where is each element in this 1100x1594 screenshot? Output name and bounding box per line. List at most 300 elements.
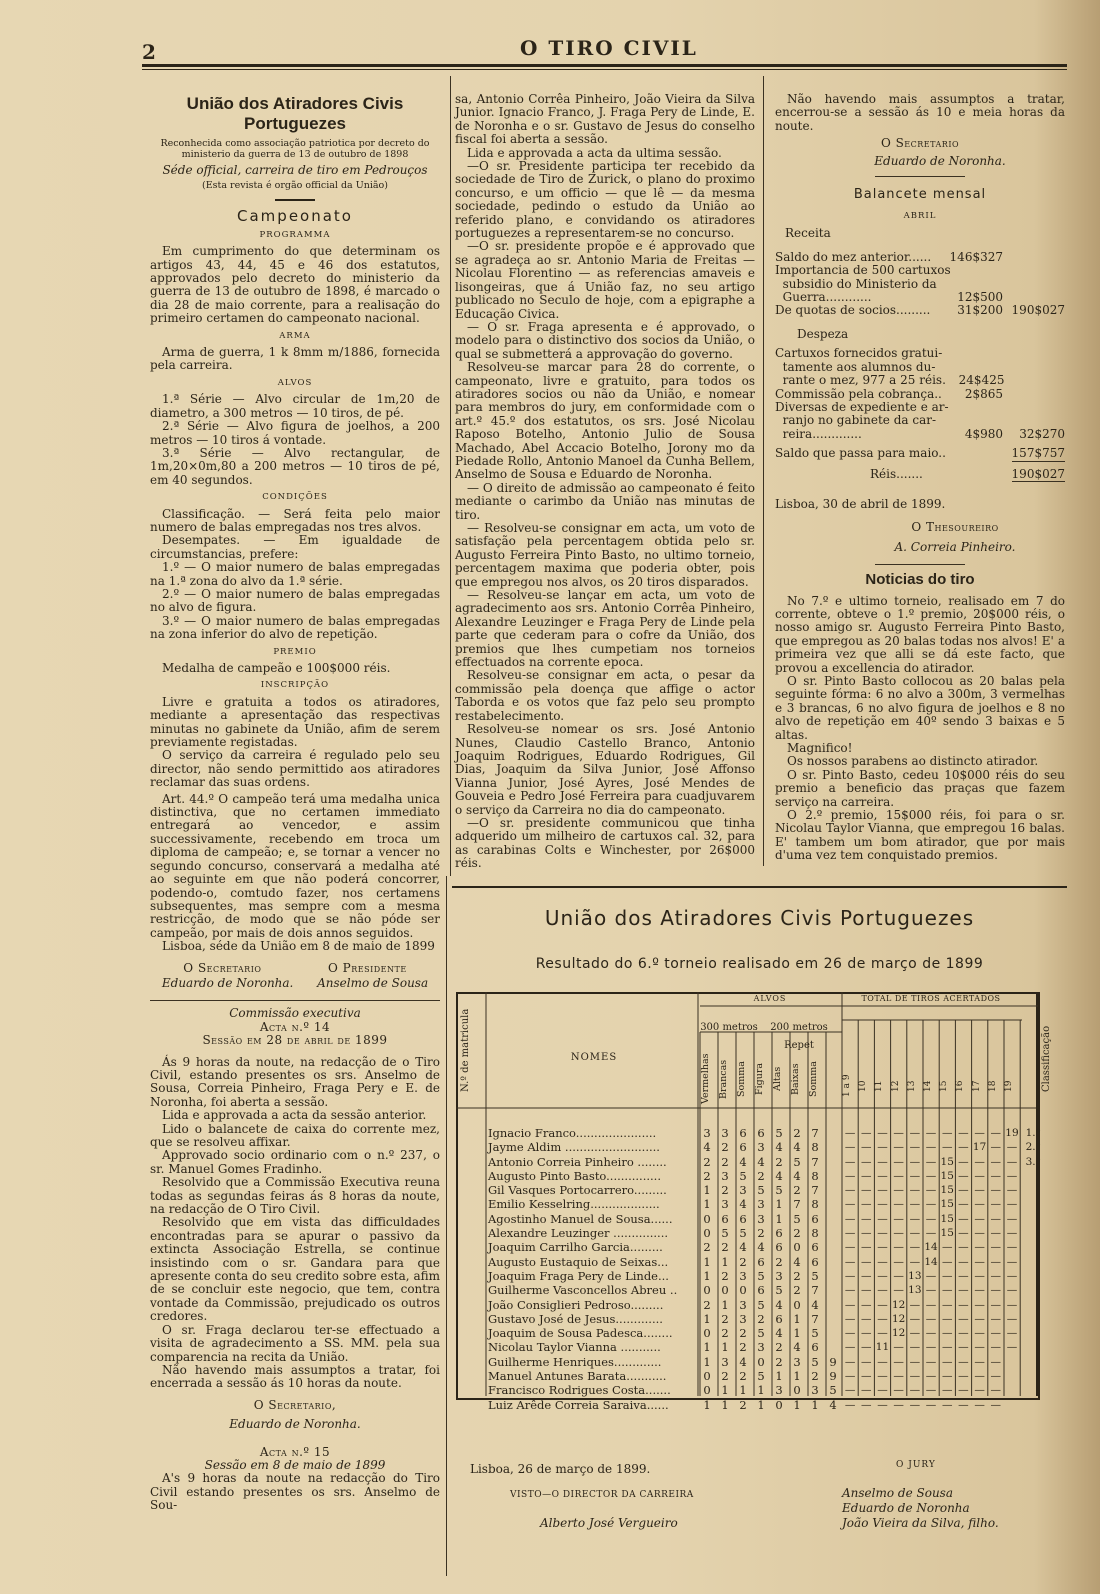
expenses-table bbox=[775, 347, 1065, 441]
score-cell: 5 bbox=[757, 1268, 765, 1283]
secretary-name: Eduardo de Noronha. bbox=[229, 1417, 361, 1432]
balance-title: Balancete mensal bbox=[853, 187, 987, 203]
shooter-name: Nicolau Taylor Vianna ........... bbox=[488, 1340, 661, 1355]
balance-line-label: tamente aos alumnos du- bbox=[775, 359, 936, 374]
shooter-name: Gil Vasques Portocarrero......... bbox=[488, 1183, 667, 1198]
total-shots-header: TOTAL DE TIROS ACERTADOS bbox=[861, 994, 1001, 1003]
total-cell: — bbox=[974, 1327, 985, 1340]
director-name: Alberto José Vergueiro bbox=[540, 1516, 678, 1530]
classification-cell bbox=[1020, 1255, 1046, 1269]
classification-cell: 2.º bbox=[1025, 1141, 1041, 1154]
balance-line bbox=[775, 291, 1065, 304]
balance-line bbox=[775, 414, 1065, 427]
paragraph: Art. 44.º O campeão terá uma medalha unica distinctiva, que no certamen immediato entregará ao vencedor, e assim successivamente, recebendo em troca um diploma de campeão; e, se tornar a vencer no segundo concurso, conservará a medalha até ao seguinte em que não poderá concorrer, podendo-o, comtudo fazer, nos certamens subsequentes, mas sempre com a mesma restricção, de modo que se não póde ser campeão, por mais de dois annos seguidos. bbox=[150, 791, 440, 940]
score-cell: 6 bbox=[739, 1126, 747, 1140]
total-cell: — bbox=[990, 1298, 1002, 1311]
empty-cell bbox=[824, 1240, 842, 1254]
score-cell: 5 bbox=[775, 1183, 783, 1198]
total-cell: — bbox=[1006, 1169, 1018, 1182]
total-cell: — bbox=[974, 1155, 985, 1168]
total-cell: — bbox=[877, 1212, 888, 1225]
balance-line-total: 190$027 bbox=[1011, 303, 1065, 318]
score-cell: 2 bbox=[739, 1326, 747, 1341]
score-cell: 0 bbox=[793, 1383, 801, 1398]
total-cell: 12 bbox=[891, 1298, 906, 1311]
total-cell: 15 bbox=[940, 1227, 954, 1240]
score-cell: 4 bbox=[757, 1154, 765, 1169]
total-cell: — bbox=[925, 1398, 937, 1411]
score-cell: 1 bbox=[703, 1397, 711, 1412]
total-cell: — bbox=[877, 1298, 888, 1311]
total-cell: — bbox=[958, 1341, 969, 1354]
balance-value: 157$757 bbox=[1011, 446, 1065, 461]
score-cell: 0 bbox=[703, 1383, 711, 1398]
empty-cell bbox=[824, 1340, 842, 1354]
total-cell: — bbox=[974, 1127, 985, 1139]
score-cell: 1 bbox=[721, 1297, 729, 1312]
paragraph: O sr. Pinto Basto, cedeu 10$000 réis do seu premio a beneficio das praças que fazem serviço na carreira. bbox=[775, 767, 1065, 809]
score-cell: 2 bbox=[793, 1126, 801, 1140]
receipts-heading: Receita bbox=[785, 226, 831, 241]
score-cell: 2 bbox=[811, 1369, 819, 1384]
empty-cell bbox=[1004, 1383, 1020, 1397]
column-header: Vermelhas bbox=[700, 1053, 711, 1105]
empty-cell bbox=[824, 1226, 842, 1240]
score-cell: 0 bbox=[775, 1397, 783, 1412]
total-cell: — bbox=[974, 1312, 985, 1325]
column-header: Figura bbox=[754, 1062, 765, 1096]
balance-line-label: De quotas de socios......... bbox=[775, 303, 931, 318]
paragraph: Os nossos parabens ao distincto atirador. bbox=[787, 754, 1039, 769]
total-cell: — bbox=[958, 1298, 969, 1311]
table-row bbox=[486, 1283, 1046, 1297]
total-cell: — bbox=[1006, 1198, 1018, 1211]
total-cell: — bbox=[974, 1355, 985, 1368]
signatures bbox=[150, 962, 440, 975]
total-cell: — bbox=[861, 1284, 872, 1297]
total-cell: — bbox=[925, 1169, 937, 1182]
score-cell: 3 bbox=[811, 1383, 819, 1398]
shooter-name: Guilherme Henriques............. bbox=[488, 1354, 662, 1369]
balance-line-amount bbox=[943, 361, 1003, 374]
divider bbox=[275, 199, 315, 201]
score-cell: 4 bbox=[739, 1354, 747, 1369]
total-cell: — bbox=[974, 1284, 985, 1297]
total-cell: — bbox=[1006, 1212, 1018, 1225]
balance-month: ABRIL bbox=[903, 211, 937, 222]
total-cell: — bbox=[877, 1370, 888, 1383]
total-cell: — bbox=[877, 1384, 888, 1397]
shooter-name: Augusto Eustaquio de Seixas... bbox=[488, 1254, 669, 1269]
jury-names bbox=[842, 1486, 999, 1531]
classification-cell: 3.º bbox=[1025, 1155, 1041, 1168]
recognition-note: Reconhecida como associação patriotica por decreto do ministerio da guerra de 13 de outubro de 1898 bbox=[160, 138, 430, 160]
total-cell: — bbox=[990, 1127, 1002, 1139]
total-cell: — bbox=[990, 1284, 1002, 1297]
total-column-header: 12 bbox=[890, 1080, 901, 1092]
total-cell: — bbox=[861, 1327, 872, 1340]
total-cell: — bbox=[861, 1127, 872, 1139]
total-cell: — bbox=[925, 1155, 937, 1168]
paragraph: 2.º — O maior numero de balas empregadas no alvo de figura. bbox=[150, 586, 440, 615]
total-cell: — bbox=[909, 1341, 921, 1354]
secretary-name: Eduardo de Noronha. bbox=[874, 153, 1006, 168]
balance-line-amount: 31$200 bbox=[957, 303, 1003, 318]
score-cell: 7 bbox=[811, 1311, 819, 1326]
paragraph: O serviço da carreira é regulado pelo seu director, não sendo permittido aos atiradores reclamar das suas ordens. bbox=[150, 748, 440, 790]
total-column-header: 10 bbox=[858, 1080, 869, 1092]
total-cell: — bbox=[844, 1370, 856, 1383]
classification-cell bbox=[1020, 1312, 1046, 1326]
total-cell: — bbox=[844, 1341, 856, 1354]
score-cell: 2 bbox=[703, 1240, 711, 1255]
classification-cell bbox=[1020, 1298, 1046, 1312]
score-cell: 8 bbox=[811, 1168, 819, 1183]
balance-line-total bbox=[1003, 291, 1065, 304]
classification-cell: 1.º bbox=[1025, 1127, 1041, 1139]
paragraph: Desempates. — Em igualdade de circumstancias, prefere: bbox=[150, 533, 440, 561]
total-cell: — bbox=[877, 1398, 888, 1411]
total-cell: — bbox=[925, 1341, 937, 1354]
classification-cell bbox=[1020, 1212, 1046, 1226]
total-cell: — bbox=[925, 1227, 937, 1240]
total-cell: — bbox=[974, 1198, 985, 1211]
page-number: 2 bbox=[142, 40, 156, 64]
score-cell: 5 bbox=[829, 1383, 837, 1398]
total-cell: 15 bbox=[940, 1169, 954, 1182]
total-cell: — bbox=[958, 1327, 969, 1340]
total-cell: — bbox=[844, 1384, 856, 1397]
treasurer-label: O Thesoureiro bbox=[911, 520, 999, 535]
results-date: Lisboa, 26 de março de 1899. bbox=[470, 1462, 651, 1476]
score-cell: 6 bbox=[775, 1311, 783, 1326]
column-divider bbox=[446, 876, 447, 1576]
total-cell: — bbox=[861, 1298, 872, 1311]
total-cell: — bbox=[925, 1198, 937, 1211]
score-cell: 5 bbox=[757, 1369, 765, 1384]
total-cell: — bbox=[893, 1341, 904, 1354]
empty-cell bbox=[824, 1183, 842, 1197]
total-cell: — bbox=[958, 1198, 969, 1211]
balance-line-amount bbox=[949, 401, 1006, 414]
total-cell: — bbox=[1006, 1284, 1018, 1297]
paragraph: Resolveu-se marcar para 28 do corrente, o campeonato, livre e gratuito, para todos os atiradores socios ou não da União, e nomear para membros do jury, em conformidade com o art.º 45.º dos estatutos, os srs. José Nicolau Raposo Botelho, Antonio Julio de Sousa Machado, Abel Accacio Botelho, Jorony mo da Piedade Rollo, Antonio Manoel da Cunha Bellem, Anselmo de Sousa e Eduardo de Noronha. bbox=[455, 360, 755, 482]
score-cell: 6 bbox=[811, 1254, 819, 1269]
balance-line bbox=[775, 361, 1065, 374]
total-cell: — bbox=[877, 1327, 888, 1340]
paragraph: Magnifico! bbox=[787, 741, 853, 756]
total-cell: — bbox=[893, 1241, 904, 1254]
total-cell: — bbox=[877, 1312, 888, 1325]
total-cell: — bbox=[1006, 1141, 1018, 1154]
total-cell: 15 bbox=[940, 1198, 954, 1211]
score-cell: 2 bbox=[721, 1268, 729, 1283]
total-cell: — bbox=[893, 1269, 904, 1282]
paragraph: Arma de guerra, 1 k 8mm m/1886, fornecida pela carreira. bbox=[150, 345, 440, 373]
total-cell: — bbox=[941, 1398, 953, 1411]
balance-line-total bbox=[1004, 374, 1065, 387]
empty-cell bbox=[824, 1140, 842, 1154]
score-cell: 5 bbox=[811, 1326, 819, 1341]
total-cell: 13 bbox=[908, 1269, 922, 1282]
classification-header: Classificação bbox=[1041, 1025, 1052, 1092]
total-column-header: 18 bbox=[987, 1080, 998, 1092]
balance-line-label: Saldo do mez anterior...... bbox=[775, 249, 932, 264]
paragraph: Não havendo mais assumptos a tratar, foi encerrada a sessão ás 10 horas da noute. bbox=[150, 1362, 440, 1391]
total-cell: — bbox=[861, 1355, 872, 1368]
score-cell: 3 bbox=[721, 1126, 729, 1140]
paragraph: — Resolveu-se lançar em acta, um voto de agradecimento aos srs. Antonio Corrêa Pinheiro, Alexandre Leuzinger e Fraga Pery de Linde pela parte que cederam para o cofre da União, dos premios que lhes cumpetiam nos torneios effectuados na corrente epoca. bbox=[455, 588, 755, 670]
paragraph: Não havendo mais assumptos a tratar, encerrou-se a sessão ás 10 e meia horas da noute. bbox=[775, 92, 1065, 133]
paragraph: —O sr. Presidente participa ter recebido da sociedade de Tiro de Zurick, o plano do proximo concurso, e um officio — que lê — da mesma sociedade, pedindo o estudo da União ao referido plano, e convidando os atiradores portuguezes a representarem-se no concurso. bbox=[455, 159, 755, 241]
score-cell: 5 bbox=[739, 1168, 747, 1183]
balance-line-total bbox=[1007, 264, 1065, 277]
score-cell: 0 bbox=[703, 1283, 711, 1298]
total-cell: — bbox=[925, 1370, 937, 1383]
total-cell: — bbox=[861, 1341, 872, 1354]
score-cell: 7 bbox=[811, 1126, 819, 1140]
total-cell: — bbox=[958, 1269, 969, 1282]
total-cell: — bbox=[990, 1370, 1002, 1383]
president-label: O Presidente bbox=[328, 960, 407, 975]
score-cell: 2 bbox=[793, 1226, 801, 1241]
score-cell: 6 bbox=[775, 1226, 783, 1241]
table-row bbox=[486, 1355, 1046, 1369]
classification-cell bbox=[1020, 1369, 1046, 1383]
classification-cell bbox=[1020, 1197, 1046, 1211]
total-cell: — bbox=[861, 1269, 872, 1282]
score-cell: 4 bbox=[703, 1140, 711, 1155]
total-cell: — bbox=[909, 1312, 921, 1325]
session-heading: Sessão em 28 de abril de 1899 bbox=[202, 1033, 388, 1048]
column-divider bbox=[763, 76, 764, 866]
total-cell: — bbox=[958, 1169, 969, 1182]
total-cell: — bbox=[990, 1269, 1002, 1282]
total-cell: — bbox=[861, 1255, 872, 1268]
total-cell: — bbox=[893, 1184, 904, 1197]
balance-line bbox=[775, 278, 1065, 291]
total-cell: 15 bbox=[940, 1212, 954, 1225]
total-cell: — bbox=[893, 1198, 904, 1211]
total-cell: — bbox=[877, 1184, 888, 1197]
table-row bbox=[486, 1369, 1046, 1383]
empty-cell bbox=[824, 1197, 842, 1211]
table-row bbox=[486, 1126, 1046, 1140]
total-cell: — bbox=[909, 1327, 921, 1340]
score-cell: 1 bbox=[775, 1211, 783, 1226]
score-cell: 6 bbox=[739, 1211, 747, 1226]
balance-line-amount: 146$327 bbox=[949, 249, 1003, 264]
classification-cell bbox=[1020, 1169, 1046, 1183]
score-cell: 3 bbox=[739, 1311, 747, 1326]
table-row bbox=[486, 1269, 1046, 1283]
total-cell: — bbox=[909, 1370, 921, 1383]
total-column-header: 15 bbox=[939, 1080, 950, 1092]
score-cell: 2 bbox=[703, 1168, 711, 1183]
total-label: Réis....... bbox=[870, 466, 923, 481]
total-cell: — bbox=[844, 1184, 856, 1197]
score-cell: 2 bbox=[703, 1154, 711, 1169]
balance-line-label: subsidio do Ministerio da bbox=[775, 276, 937, 291]
balance-line-amount bbox=[943, 278, 1003, 291]
column-divider bbox=[450, 76, 451, 876]
total-cell: — bbox=[844, 1355, 856, 1368]
score-cell: 0 bbox=[739, 1283, 747, 1298]
score-cell: 1 bbox=[793, 1369, 801, 1384]
shooter-name: Francisco Rodrigues Costa....... bbox=[488, 1383, 671, 1398]
balance-line-label: Importancia de 500 cartuxos bbox=[775, 263, 951, 278]
score-cell: 2 bbox=[775, 1154, 783, 1169]
balance-line-amount bbox=[943, 414, 1003, 427]
paragraph: Lida e approvada a acta da ultima sessão. bbox=[467, 145, 722, 160]
empty-cell bbox=[824, 1212, 842, 1226]
score-cell: 0 bbox=[703, 1211, 711, 1226]
total-cell: 15 bbox=[940, 1184, 954, 1197]
total-cell: — bbox=[861, 1155, 872, 1168]
score-cell: 0 bbox=[703, 1326, 711, 1341]
shooter-name: Joaquim Fraga Pery de Linde... bbox=[488, 1268, 669, 1283]
total-cell: — bbox=[844, 1155, 856, 1168]
total-cell: — bbox=[990, 1312, 1002, 1325]
total-cell: — bbox=[974, 1169, 985, 1182]
receipts-table bbox=[775, 251, 1065, 318]
score-cell: 1 bbox=[757, 1397, 765, 1412]
total-cell: 14 bbox=[924, 1255, 938, 1268]
total-cell: — bbox=[877, 1284, 888, 1297]
total-cell: 19 bbox=[1005, 1127, 1019, 1139]
total-cell: — bbox=[990, 1141, 1002, 1154]
classification-cell bbox=[1020, 1183, 1046, 1197]
total-cell: — bbox=[941, 1341, 953, 1354]
paragraph: O sr. Pinto Basto collocou as 20 balas pela seguinte fórma: 6 no alvo a 300m, 3 vermelhas e 3 brancas, 6 no alvo figura de joelhos e 8 no alvo de repetição em 40º sendo 3 baixas e 5 altas. bbox=[775, 674, 1065, 742]
header-rule bbox=[142, 64, 1067, 67]
shooter-name: Joaquim Carrilho Garcia......... bbox=[488, 1240, 663, 1255]
score-cell: 6 bbox=[739, 1140, 747, 1155]
total-cell: — bbox=[1006, 1312, 1018, 1325]
score-cell: 3 bbox=[793, 1354, 801, 1369]
score-cell: 7 bbox=[811, 1154, 819, 1169]
empty-cell bbox=[824, 1326, 842, 1340]
shooter-name: João Consiglieri Pedroso......... bbox=[488, 1297, 664, 1312]
total-cell: — bbox=[909, 1298, 921, 1311]
score-cell: 6 bbox=[811, 1340, 819, 1355]
news-heading: Noticias do tiro bbox=[865, 571, 975, 589]
score-cell: 4 bbox=[793, 1168, 801, 1183]
score-cell: 5 bbox=[757, 1183, 765, 1198]
score-cell: 8 bbox=[811, 1197, 819, 1212]
total-cell: — bbox=[958, 1155, 969, 1168]
total-cell: — bbox=[861, 1169, 872, 1182]
balance-line-total bbox=[1003, 278, 1065, 291]
names-header: NOMES bbox=[570, 1052, 618, 1063]
score-cell: 2 bbox=[721, 1140, 729, 1155]
total-cell: — bbox=[925, 1212, 937, 1225]
score-cell: 0 bbox=[721, 1283, 729, 1298]
shooter-name: Antonio Correia Pinheiro ........ bbox=[488, 1154, 667, 1169]
score-cell: 2 bbox=[793, 1183, 801, 1198]
total-cell: — bbox=[861, 1312, 872, 1325]
total-cell: — bbox=[1006, 1255, 1018, 1268]
score-cell: 3 bbox=[703, 1126, 711, 1140]
registration-label: INSCRIPÇÃO bbox=[260, 680, 330, 691]
total-cell: — bbox=[974, 1341, 985, 1354]
paragraph: No 7.º e ultimo torneio, realisado em 7 do corrente, obteve o 1.º premio, 20$000 réis, o nosso amigo sr. Augusto Ferreira Pinto Basto, que empregou as 20 balas todas nos alvos! E' a primeira vez que alli se dá este facto, que provou a excellencia do atirador. bbox=[775, 593, 1065, 675]
balance-line bbox=[775, 401, 1065, 414]
score-cell: 1 bbox=[811, 1397, 819, 1412]
paragraph: 1.º — O maior numero de balas empregadas na 1.ª zona do alvo da 1.ª série. bbox=[150, 560, 440, 588]
table-row bbox=[486, 1240, 1046, 1254]
divider bbox=[875, 564, 965, 565]
director-label: VISTO—O DIRECTOR DA CARREIRA bbox=[510, 1490, 694, 1500]
score-cell: 1 bbox=[703, 1340, 711, 1355]
empty-cell bbox=[1004, 1398, 1020, 1412]
total-cell: — bbox=[909, 1141, 921, 1154]
score-cell: 1 bbox=[703, 1197, 711, 1212]
total-cell: — bbox=[941, 1284, 953, 1297]
score-cell: 0 bbox=[793, 1297, 801, 1312]
total-cell: — bbox=[844, 1312, 856, 1325]
total-cell: — bbox=[844, 1298, 856, 1311]
score-cell: 3 bbox=[721, 1354, 729, 1369]
total-cell: — bbox=[861, 1384, 872, 1397]
jury-label: O JURY bbox=[896, 1460, 936, 1470]
score-cell: 2 bbox=[793, 1268, 801, 1283]
total-cell: — bbox=[941, 1141, 953, 1154]
total-column-header: 17 bbox=[971, 1080, 982, 1092]
total-cell: — bbox=[990, 1255, 1002, 1268]
total-cell: — bbox=[974, 1370, 985, 1383]
total-cell: — bbox=[893, 1155, 904, 1168]
score-cell: 2 bbox=[793, 1283, 801, 1298]
balance-line-amount bbox=[951, 264, 1007, 277]
headquarters-note: Séde official, carreira de tiro em Pedrouços bbox=[162, 163, 428, 177]
total-cell: — bbox=[861, 1141, 872, 1154]
balance-line-amount: 4$980 bbox=[964, 426, 1003, 441]
total-cell: — bbox=[844, 1327, 856, 1340]
repetition-header: Repet bbox=[784, 1040, 814, 1051]
balance-line-label: Guerra............ bbox=[775, 290, 872, 305]
score-cell: 1 bbox=[721, 1254, 729, 1269]
total-cell: — bbox=[1006, 1341, 1018, 1354]
table-row bbox=[486, 1183, 1046, 1197]
column-header: Somma bbox=[736, 1061, 747, 1097]
balance-line bbox=[775, 251, 1065, 264]
total-cell: — bbox=[974, 1227, 985, 1240]
score-cell: 4 bbox=[793, 1340, 801, 1355]
score-cell: 1 bbox=[775, 1369, 783, 1384]
score-cell: 1 bbox=[775, 1197, 783, 1212]
table-row bbox=[486, 1226, 1046, 1240]
score-cell: 0 bbox=[703, 1226, 711, 1241]
score-cell: 5 bbox=[721, 1226, 729, 1241]
table-row bbox=[486, 1212, 1046, 1226]
score-cell: 4 bbox=[775, 1297, 783, 1312]
paragraph: Resolveu-se consignar em acta, o pesar da commissão pela doença que affige o actor Taborda e os votos que faz pelo seu prompto restabelecimento. bbox=[455, 668, 755, 723]
header-rule-thin bbox=[142, 69, 1067, 70]
total-cell: — bbox=[925, 1298, 937, 1311]
total-cell: — bbox=[990, 1155, 1002, 1168]
total-cell: — bbox=[974, 1184, 985, 1197]
score-cell: 6 bbox=[811, 1211, 819, 1226]
score-cell: 2 bbox=[739, 1397, 747, 1412]
divider bbox=[150, 1000, 440, 1001]
classification-cell bbox=[1020, 1398, 1046, 1412]
right-column bbox=[775, 93, 1065, 863]
total-cell: — bbox=[893, 1141, 904, 1154]
shooter-name: Guilherme Vasconcellos Abreu .. bbox=[488, 1283, 678, 1298]
total-cell: — bbox=[974, 1241, 985, 1254]
left-column bbox=[150, 94, 440, 1513]
